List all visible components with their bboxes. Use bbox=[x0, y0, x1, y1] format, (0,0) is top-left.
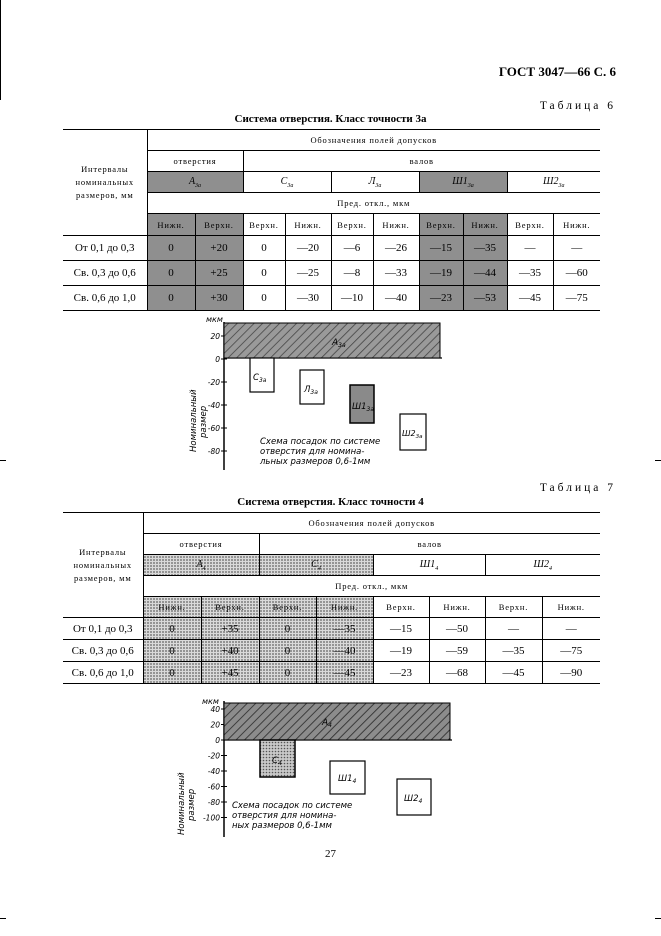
diagram2-label-c: $С_4$ bbox=[272, 756, 282, 767]
diagram1-label-a: $А_{3а}$ bbox=[332, 338, 346, 349]
diagram1-label-sh2: $Ш2_{3а}$ bbox=[402, 429, 423, 440]
table6-subcol: Нижн. bbox=[373, 214, 419, 236]
diagram1-tick-label: -60 bbox=[207, 424, 220, 433]
table6-subcol: Верхн. bbox=[507, 214, 553, 236]
diagram2-label-a: $А_4$ bbox=[322, 718, 332, 729]
crop-mark-bottom-left bbox=[0, 918, 6, 919]
diagram1-caption: Схема посадок по системе отверстия для номина- льных размеров 0,6-1мм bbox=[260, 437, 381, 467]
table6-subcol: Нижн. bbox=[285, 214, 331, 236]
diagram1-tick-label: -80 bbox=[207, 447, 220, 456]
table7-subcol: Верхн. bbox=[259, 597, 316, 618]
table6 bbox=[63, 129, 600, 311]
table7-title: Система отверстия. Класс точности 4 bbox=[237, 496, 424, 508]
diagram2-tick-label: -40 bbox=[207, 767, 220, 776]
table6-field-sh2: $Ш2_{3а}$ bbox=[507, 172, 600, 193]
diagram2-tick-label: -80 bbox=[207, 798, 220, 807]
diagram2-unit: мкм bbox=[202, 697, 219, 706]
table7-subcol: Нижн. bbox=[429, 597, 485, 618]
table6-shafts-header: валов bbox=[243, 151, 600, 172]
table7-holes-header: отверстия bbox=[143, 534, 259, 555]
diagram1-unit: мкм bbox=[206, 315, 223, 324]
table-row: От 0,1 до 0,3 0 +35 0 —35 —15 —50 — — bbox=[63, 618, 600, 640]
table-row: От 0,1 до 0,3 0 +20 0 —20 —6 —26 —15 —35 — — bbox=[63, 236, 600, 261]
table6-label: Таблица 6 bbox=[539, 100, 616, 112]
diagram2-tick-label: 0 bbox=[215, 736, 220, 745]
table6-subcol: Нижн. bbox=[147, 214, 195, 236]
diagram2-caption: Схема посадок по системе отверстия для номина- ных размеров 0,6-1мм bbox=[232, 801, 353, 831]
tolerance-diagram-3a bbox=[180, 312, 450, 474]
table7-field-a: $А_4$ bbox=[143, 555, 259, 576]
tolerance-diagram-4 bbox=[172, 693, 462, 838]
table7-shafts-header: валов bbox=[259, 534, 600, 555]
table6-subcol: Нижн. bbox=[463, 214, 507, 236]
table6-interval-header: Интервалы номинальных размеров, мм bbox=[63, 130, 147, 236]
table6-subcol: Верхн. bbox=[195, 214, 243, 236]
table7 bbox=[63, 512, 600, 684]
diagram1-tick-label: 20 bbox=[210, 332, 220, 341]
diagram1-label-l: $Л_{3а}$ bbox=[304, 385, 318, 396]
table6-subcol: Верхн. bbox=[419, 214, 463, 236]
crop-mark-bottom-right bbox=[655, 918, 661, 919]
diagram2-tick-label: -20 bbox=[207, 751, 220, 761]
table6-holes-header: отверстия bbox=[147, 151, 243, 172]
table-row: Св. 0,3 до 0,6 0 +25 0 —25 —8 —33 —19 —44 —35 —60 bbox=[63, 261, 600, 286]
table7-subcol: Верхн. bbox=[201, 597, 259, 618]
table7-dev-header: Пред. откл., мкм bbox=[143, 576, 600, 597]
diagram1-label-c: $С_{3а}$ bbox=[253, 373, 267, 384]
table6-subcol: Нижн. bbox=[553, 214, 600, 236]
diagram1-axis-label: Номинальныйразмер bbox=[189, 389, 209, 452]
table7-field-sh2: $Ш2_4$ bbox=[485, 555, 600, 576]
table-row: Св. 0,3 до 0,6 0 +40 0 —40 —19 —59 —35 —75 bbox=[63, 640, 600, 662]
page-number: 27 bbox=[325, 848, 336, 860]
page-header: ГОСТ 3047—66 С. 6 bbox=[498, 64, 616, 79]
diagram2-label-sh1: $Ш1_4$ bbox=[338, 774, 357, 785]
table6-field-c: $С_{3а}$ bbox=[243, 172, 331, 193]
table6-dev-header: Пред. откл., мкм bbox=[147, 193, 600, 214]
diagram1-tick-label: 0 bbox=[215, 355, 220, 364]
table7-subcol: Верхн. bbox=[485, 597, 542, 618]
diagram2-axis-label: Номинальныйразмер bbox=[177, 772, 197, 835]
table6-fields-header: Обозначения полей допусков bbox=[147, 130, 600, 151]
diagram2-tick-label: 40 bbox=[210, 705, 220, 714]
diagram2-tick-label: -100 bbox=[202, 813, 220, 823]
table-row: Св. 0,6 до 1,0 0 +30 0 —30 —10 —40 —23 —53 —45 —75 bbox=[63, 286, 600, 311]
table6-subcol: Верхн. bbox=[331, 214, 373, 236]
table7-subcol: Нижн. bbox=[542, 597, 600, 618]
crop-mark-left bbox=[0, 460, 6, 461]
table7-fields-header: Обозначения полей допусков bbox=[143, 513, 600, 534]
diagram2-label-sh2: $Ш2_4$ bbox=[404, 794, 423, 805]
diagram1-label-sh1: $Ш1_{3а}$ bbox=[352, 402, 374, 413]
table-row: Св. 0,6 до 1,0 0 +45 0 —45 —23 —68 —45 —90 bbox=[63, 662, 600, 684]
table7-field-c: $С_4$ bbox=[259, 555, 373, 576]
diagram1-tick-label: -20 bbox=[207, 378, 220, 387]
diagram2-tick-label: 20 bbox=[210, 720, 220, 730]
diagram2-tick-label: -60 bbox=[207, 782, 220, 792]
table7-field-sh1: $Ш1_4$ bbox=[373, 555, 485, 576]
crop-mark-right bbox=[655, 460, 661, 461]
scan-edge-left bbox=[0, 0, 1, 100]
table7-subcol: Нижн. bbox=[143, 597, 201, 618]
table7-subcol: Верхн. bbox=[373, 597, 429, 618]
table6-field-sh1: $Ш1_{3а}$ bbox=[419, 172, 507, 193]
diagram1-tick-label: -40 bbox=[207, 401, 220, 410]
table6-field-a: $А_{3а}$ bbox=[147, 172, 243, 193]
table6-subcol: Верхн. bbox=[243, 214, 285, 236]
table7-subcol: Нижн. bbox=[316, 597, 373, 618]
table6-field-l: $Л_{3а}$ bbox=[331, 172, 419, 193]
diagram2-band-a bbox=[224, 703, 450, 740]
table7-label: Таблица 7 bbox=[539, 482, 616, 494]
table6-title: Система отверстия. Класс точности 3а bbox=[234, 113, 427, 125]
table7-interval-header: Интервалы номинальных размеров, мм bbox=[63, 513, 143, 618]
